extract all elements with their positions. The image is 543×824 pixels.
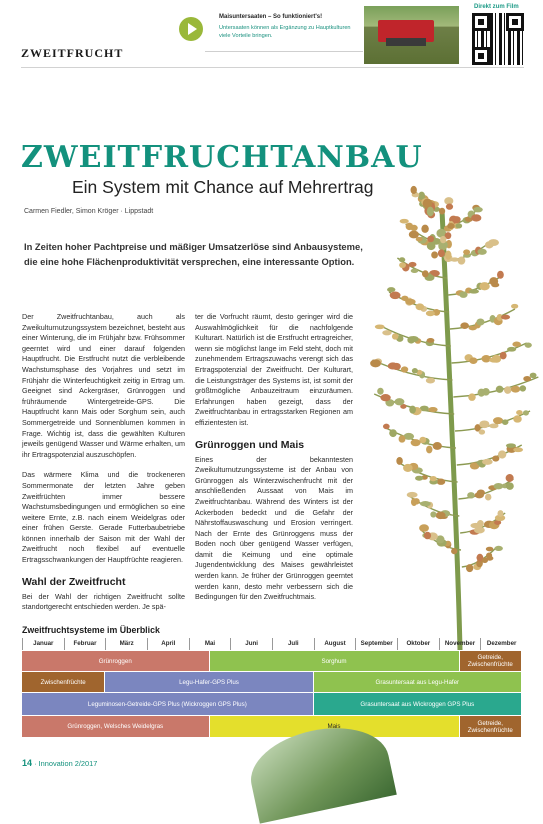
seed-cluster — [439, 208, 445, 215]
seed-cluster — [396, 457, 403, 465]
seed-cluster — [479, 282, 489, 290]
seed-cluster — [458, 257, 466, 265]
crop-system-row — [22, 672, 522, 692]
seed-cluster — [492, 355, 501, 363]
seed-cluster — [486, 547, 494, 552]
seed-cluster — [427, 207, 434, 217]
crop-segment: Zwischenfrüchte — [22, 672, 105, 692]
seed-cluster — [409, 406, 416, 414]
seed-cluster — [482, 459, 493, 465]
seed-cluster — [481, 355, 491, 362]
seed-cluster — [512, 342, 521, 347]
direct-link-label: Direkt zum Film — [474, 4, 519, 10]
seed-cluster — [513, 447, 523, 452]
qr-code[interactable] — [472, 13, 524, 65]
page-footer — [22, 758, 97, 768]
crop-segment: Grünroggen, Welsches Weidelgras — [22, 716, 210, 737]
article-column-1 — [22, 312, 185, 623]
month-header — [22, 638, 522, 650]
seed-cluster — [407, 336, 415, 343]
month-label: Dezember — [480, 638, 522, 650]
seed-cluster — [494, 546, 503, 551]
seed-cluster — [477, 520, 484, 527]
seed-cluster — [440, 236, 446, 243]
seed-cluster — [467, 492, 475, 498]
seed-cluster — [500, 352, 507, 360]
seed-cluster — [525, 342, 532, 347]
seed-cluster — [511, 386, 520, 393]
page-number: 14 — [22, 758, 33, 768]
seed-cluster — [426, 446, 432, 454]
seed-cluster — [403, 464, 413, 472]
qr-finder — [506, 13, 524, 31]
article-title: ZWEITFRUCHTANBAU — [21, 140, 423, 175]
seed-cluster — [401, 366, 408, 372]
seed-cluster — [406, 223, 413, 231]
seed-cluster — [394, 398, 404, 405]
section-heading: Grünroggen und Mais — [195, 438, 305, 451]
seed-cluster — [431, 251, 438, 258]
crop-segment: Sorghum — [210, 651, 460, 671]
seed-cluster — [516, 410, 523, 415]
seed-cluster — [427, 236, 434, 242]
section-label: ZWEITFRUCHT — [21, 46, 124, 60]
seed-cluster — [419, 524, 429, 532]
crop-system-row — [22, 693, 522, 715]
seed-cluster — [421, 225, 428, 233]
seed-cluster — [407, 492, 418, 498]
section-heading: Wahl der Zweitfrucht — [22, 575, 126, 588]
seed-cluster — [530, 373, 537, 379]
article-lead: In Zeiten hoher Pachtpreise und mäßiger Umsatzerlöse sind Anbausysteme, die eine hohe Flächenproduktivität versprechen, eine interessante Option. — [24, 241, 363, 267]
chart-title: Zweitfruchtsysteme im Überblick — [22, 625, 160, 635]
seed-cluster — [446, 204, 453, 210]
crop-segment: Grasuntersaat aus Legu-Hafer — [314, 672, 522, 692]
seed-cluster — [507, 347, 516, 352]
seed-cluster — [469, 357, 477, 364]
seed-cluster — [455, 223, 462, 228]
seed-cluster — [430, 511, 436, 517]
sorghum-plant-image — [340, 180, 543, 650]
seed-cluster — [409, 262, 417, 267]
seed-cluster — [426, 378, 435, 384]
qr-finder — [472, 47, 490, 65]
seed-cluster — [375, 324, 385, 329]
seed-cluster — [523, 410, 529, 415]
seed-cluster — [506, 443, 516, 447]
seed-cluster — [437, 479, 446, 485]
seed-cluster — [471, 214, 481, 221]
seed-cluster — [383, 424, 390, 430]
month-label: April — [147, 638, 189, 650]
crop-segment: Mais — [210, 716, 460, 737]
seed-cluster — [476, 318, 484, 325]
month-label: Oktober — [397, 638, 439, 650]
issue-label: · Innovation 2/2017 — [34, 759, 98, 768]
seed-cluster — [415, 476, 423, 481]
seed-cluster — [390, 291, 401, 299]
seed-cluster — [427, 338, 435, 343]
seed-cluster — [496, 386, 504, 393]
seed-cluster — [447, 223, 455, 229]
crop-system-row — [22, 716, 522, 737]
seed-cluster — [400, 219, 409, 224]
seed-cluster — [486, 556, 493, 561]
crop-segment: Leguminosen-Getreide-GPS Plus (Wickroggen GPS Plus) — [22, 693, 314, 715]
seed-cluster — [469, 289, 479, 294]
seed-cluster — [409, 231, 419, 239]
seed-cluster — [489, 423, 498, 428]
seed-cluster — [430, 476, 437, 481]
article-authors: Carmen Fiedler, Simon Kröger · Lippstadt — [24, 208, 154, 215]
seed-cluster — [422, 270, 429, 277]
seed-cluster — [523, 376, 531, 381]
seed-cluster — [497, 510, 503, 517]
plant-stem — [442, 210, 460, 650]
seed-cluster — [493, 417, 503, 424]
seed-cluster — [392, 333, 399, 339]
seed-cluster — [438, 249, 445, 257]
seed-cluster — [436, 229, 446, 238]
month-label: Juli — [272, 638, 314, 650]
teaser-title[interactable]: Maisuntersaaten – So funktioniert's! — [219, 14, 323, 20]
crop-segment: Grünroggen — [22, 651, 210, 671]
seed-cluster — [388, 362, 398, 369]
crop-segment: Grasuntersaat aus Wickroggen GPS Plus — [314, 693, 522, 715]
seed-cluster — [489, 277, 498, 285]
seed-cluster — [513, 415, 522, 422]
seed-cluster — [511, 304, 518, 309]
seed-cluster — [426, 311, 435, 317]
seed-cluster — [399, 435, 406, 442]
month-label: November — [439, 638, 481, 650]
seed-cluster — [433, 442, 442, 450]
seed-cluster — [389, 429, 397, 437]
paragraph: ter die Vorfrucht räumt, desto geringer wird die Auswahlmöglichkeit für die nachfolgende Kulturart. Natürlich ist die Erstfrucht ertragreicher, wenn sie möglichst lange im Feld steht, doch mit zunehmendem Ertragszuwachs verengt sich das Ertragspotenzial der Zweitfrucht. Der Kulturart, die Leistungsträger des Systems ist, ist somit der größtmögliche Anbauzeitraum einzuräumen. Erfahrungen haben gezeigt, dass der Zweitfruchtanbau in ertragsstarken Regionen am effizientesten ist. — [195, 312, 353, 427]
month-label: Januar — [22, 638, 64, 650]
seed-cluster — [475, 492, 484, 498]
teaser-photo[interactable] — [364, 6, 459, 64]
seed-cluster — [477, 249, 486, 255]
seed-cluster — [427, 242, 436, 250]
month-label: August — [314, 638, 356, 650]
seed-cluster — [488, 239, 499, 246]
paragraph: Eines der bekanntesten Zweikulturnutzungssysteme ist der Anbau von Grünroggen als Winterzwischenfrucht mit der anschließenden Aussaat von Mais im Zweitfruchtanbau. Während des Winters ist der Ackerboden bedeckt und die Gefahr der Nährstoffauswaschung und Erosion verringert. Nach der Ernte des Grünroggens muss der Boden noch über genügend Wasser verfügen, damit die Keimung und eine optimale Jugendentwicklung des Maises gewährleistet werden kann. Je früher der Grünroggen geerntet werden kann, desto mehr verbessern sich die Bedingungen für den Zweitfruchtmais. — [195, 454, 353, 602]
crop-system-row — [22, 651, 522, 671]
seed-cluster — [370, 359, 381, 367]
seed-cluster — [482, 388, 490, 396]
header-divider — [21, 67, 524, 68]
seed-cluster — [502, 419, 509, 425]
seed-cluster — [412, 368, 418, 373]
seed-cluster — [380, 394, 390, 401]
article-column-2 — [195, 312, 353, 613]
seed-cluster — [451, 548, 457, 554]
seed-cluster — [479, 429, 485, 434]
seed-cluster — [492, 455, 499, 461]
seed-cluster — [411, 269, 419, 273]
month-label: Mai — [189, 638, 231, 650]
seed-cluster — [468, 393, 475, 401]
crop-segment: Legu-Hafer-GPS Plus — [105, 672, 313, 692]
paragraph: Das wärmere Klima und die trockeneren Sommermonate der letzten Jahre geben Zweitfrüchten immer bessere Wachstumsbedingungen und ermöglichen so eine weitere Ernte, z.B. nach einem Weidelgras oder einer frühen Gerste. Gerade Futterbaubetriebe können innerhalb der Saison mit der Wahl der Zweitfrucht noch flexibel auf eventuelle Ertragsschwankungen der Hauptfrüchte reagieren. — [22, 470, 185, 565]
article-subtitle: Ein System mit Chance auf Mehrertrag — [72, 177, 374, 197]
seed-cluster — [497, 271, 504, 279]
seed-cluster — [436, 512, 446, 519]
tractor-image — [378, 20, 434, 42]
paragraph: Der Zweitfruchtanbau, auch als Zweikulturnutzungssystem bezeichnet, besteht aus einer Winterung, die im Frühjahr bzw. Frühsommer geerntet wird und einer darauf folgenden Hauptfrucht. Die Erstfrucht nutzt die verbleibende Wachstumsphase des Vorjahres und setzt im Frühjahr die Winterfeuchtigkeit zeitig in Ertrag um. Geeignet sind Ackergräser, Grünroggen und frühräumende Wintergetreide-GPS. Die Hauptfrucht kann Mais oder Sorghum sein, auch Sommergetreide und Sonnenblumen kommen in Frage. Wichtig ist, dass die gewählten Kulturen jeweils genügend Wasser und Wärme erhalten, um ihr Ertragspotenzial auszuschöpfen. — [22, 312, 185, 459]
month-label: März — [105, 638, 147, 650]
seed-cluster — [460, 322, 469, 329]
seed-cluster — [501, 315, 510, 320]
seed-cluster — [485, 494, 491, 501]
seed-cluster — [420, 501, 431, 506]
crop-segment: Getreide, Zwischenfrüchte — [460, 651, 523, 671]
seed-cluster — [399, 262, 406, 268]
seed-cluster — [520, 385, 527, 391]
seed-cluster — [506, 482, 514, 490]
seed-cluster — [473, 207, 483, 212]
teaser-text: Untersaaten können als Ergänzung zu Hauptkulturen viele Vorteile bringen. — [219, 25, 351, 39]
crop-segment: Getreide, Zwischenfrüchte — [460, 716, 523, 737]
teaser-divider — [205, 51, 363, 52]
month-label: September — [355, 638, 397, 650]
seed-cluster — [411, 186, 417, 194]
seed-cluster — [411, 498, 417, 506]
seed-cluster — [479, 420, 489, 428]
qr-finder — [472, 13, 490, 31]
seed-cluster — [377, 388, 383, 395]
seed-cluster — [504, 386, 511, 394]
month-label: Februar — [64, 638, 106, 650]
seed-cluster — [411, 439, 421, 446]
seed-cluster — [399, 257, 405, 262]
seed-cluster — [506, 474, 514, 482]
seed-cluster — [498, 450, 506, 458]
seed-cluster — [416, 303, 425, 310]
seed-cluster — [401, 296, 408, 301]
seed-cluster — [387, 287, 395, 292]
seed-cluster — [445, 251, 451, 260]
month-label: Juni — [230, 638, 272, 650]
seed-cluster — [463, 249, 470, 255]
seed-cluster — [382, 330, 391, 335]
paragraph: Bei der Wahl der richtigen Zweitfrucht sollte standortgerecht entschieden werden. Je spä- — [22, 591, 185, 612]
seed-cluster — [424, 532, 431, 539]
seed-cluster — [428, 407, 437, 412]
play-video-button[interactable] — [179, 17, 203, 41]
seed-cluster — [466, 564, 473, 572]
